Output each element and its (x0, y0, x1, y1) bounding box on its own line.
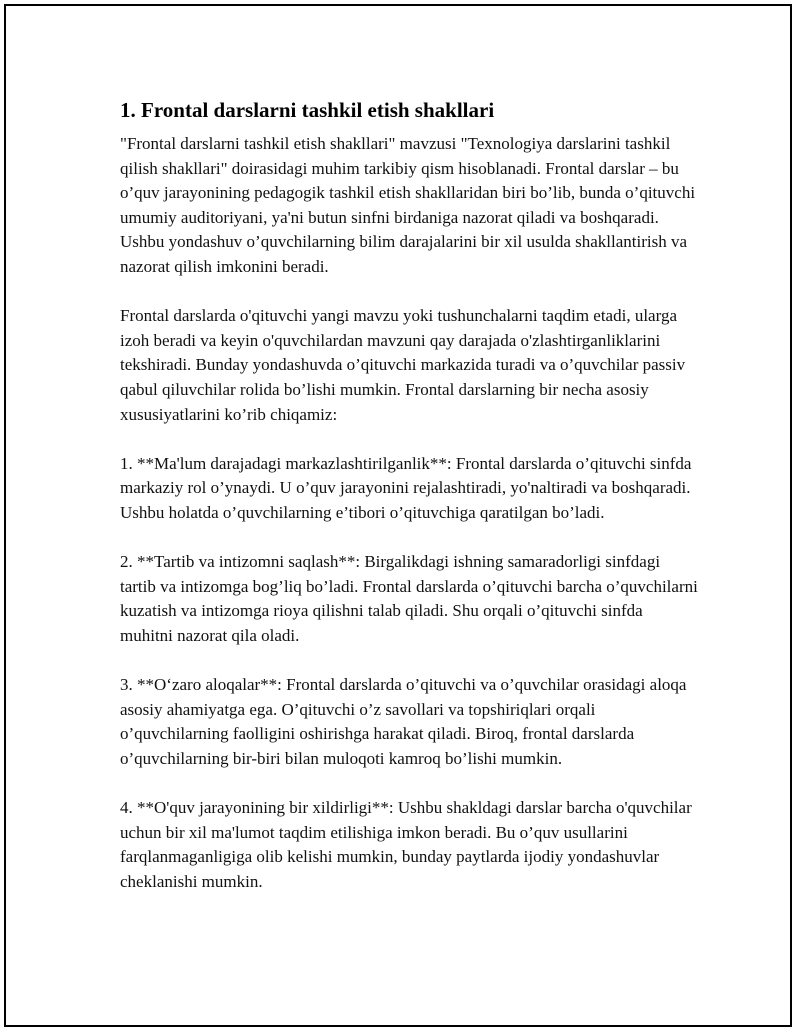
list-item-discipline: 2. **Tartib va intizomni saqlash**: Birgalikdagi ishning samaradorligi sinfdagi tartib va intizomga bog’liq bo’ladi. Frontal darslarda o’qituvchi barcha o’quvchilarni kuzatish va intizomga rioya qilishni talab qiladi. Shu orqali o’qituvchi sinfda muhitni nazorat qila oladi. (120, 552, 698, 645)
list-item-centralization: 1. **Ma'lum darajadagi markazlashtirilganlik**: Frontal darslarda o’qituvchi sinfda markaziy rol o’ynaydi. U o’quv jarayonini rejalashtiradi, yo'naltiradi va boshqaradi. Ushbu holatda o’quvchilarning e’tibori o’qituvchiga qaratilgan bo’ladi. (120, 453, 692, 522)
document-page (4, 4, 792, 1027)
paragraph-intro: "Frontal darslarni tashkil etish shakllari" mavzusi "Texnologiya darslarini tashkil qilish shakllari" doirasidagi muhim tarkibiy qism hisoblanadi. Frontal darslar – bu o’quv jarayonining pedagogik tashkil etish shakllaridan biri bo’lib, bunda o’qituvchi umumiy auditoriyani, ya'ni butun sinfni birdaniga nazorat qiladi va boshqaradi. Ushbu yondashuv o’quvchilarning bilim darajalarini bir xil usulda shakllantirish va nazorat qilish imkonini beradi. (120, 134, 696, 276)
list-item-interaction: 3. **O‘zaro aloqalar**: Frontal darslarda o’qituvchi va o’quvchilar orasidagi aloqa asosiy ahamiyatga ega. O’qituvchi o’z savollari va topshiriqlari orqali o’quvchilarning faolligini oshirishga harakat qiladi. Biroq, frontal darslarda o’quvchilarning bir-biri bilan muloqoti kamroq bo’lishi mumkin. (120, 675, 687, 768)
paragraph-overview: Frontal darslarda o'qituvchi yangi mavzu yoki tushunchalarni taqdim etadi, ularga izoh beradi va keyin o'quvchilardan mavzuni qay darajada o'zlashtirganliklarini tekshiradi. Bunday yondashuvda o’qituvchi markazida turadi va o’quvchilar passiv qabul qiluvchilar rolida bo’lishi mumkin. Frontal darslarning bir necha asosiy xususiyatlarini ko’rib chiqamiz: (120, 306, 686, 424)
document-body (120, 96, 698, 919)
section-heading: 1. Frontal darslarni tashkil etish shakllari (120, 98, 495, 122)
list-item-uniformity: 4. **O'quv jarayonining bir xildirligi**: Ushbu shakldagi darslar barcha o'quvchilar uchun bir xil ma'lumot taqdim etilishiga imkon beradi. Bu o’quv usullarini farqlanmaganligiga olib kelishi mumkin, bunday paytlarda ijodiy yondashuvlar cheklanishi mumkin. (120, 798, 692, 891)
